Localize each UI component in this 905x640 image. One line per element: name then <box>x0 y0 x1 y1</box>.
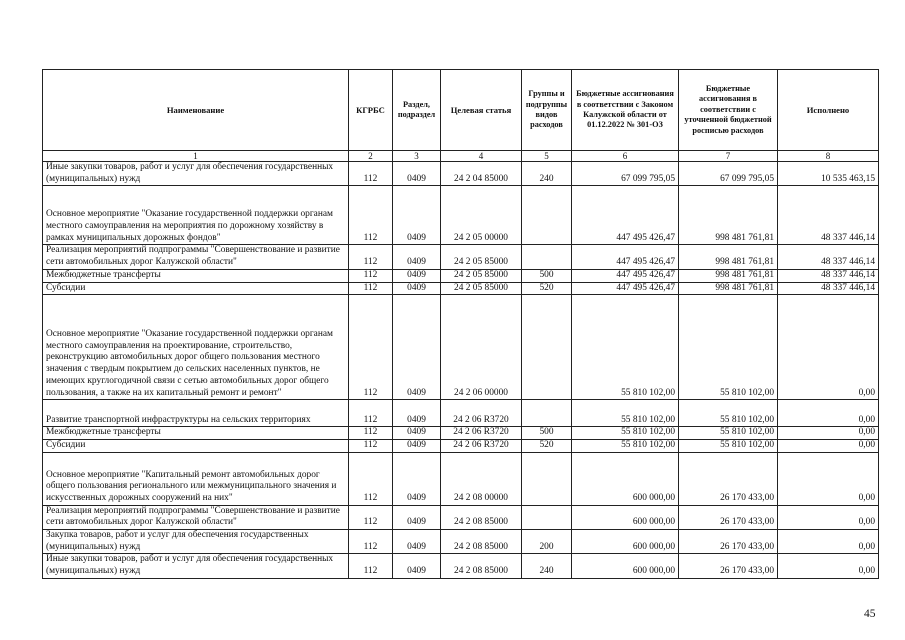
row-section: 0409 <box>393 427 441 440</box>
row-law-amount: 55 810 102,00 <box>572 400 679 427</box>
row-section: 0409 <box>393 505 441 529</box>
row-executed-amount: 0,00 <box>778 400 879 427</box>
table-row <box>43 505 879 529</box>
row-executed-amount: 0,00 <box>778 295 879 400</box>
row-target: 24 2 06 R3720 <box>441 400 522 427</box>
row-refined-amount: 998 481 761,81 <box>679 269 778 282</box>
row-law-amount: 447 495 426,47 <box>572 269 679 282</box>
row-law-amount: 600 000,00 <box>572 452 679 505</box>
row-executed-amount: 48 337 446,14 <box>778 186 879 245</box>
table-row <box>43 282 879 295</box>
row-group: 200 <box>522 530 572 554</box>
row-executed-amount: 48 337 446,14 <box>778 245 879 269</box>
table-row <box>43 162 879 186</box>
row-section: 0409 <box>393 400 441 427</box>
row-kgrbs: 112 <box>349 452 393 505</box>
row-group <box>522 452 572 505</box>
row-section: 0409 <box>393 452 441 505</box>
row-name: Основное мероприятие "Оказание государственной поддержки органам местного самоуправления на мероприятия по дорожному хозяйству в рамках муниципальных дорожных фондов" <box>43 186 349 245</box>
column-number: 6 <box>572 151 679 162</box>
page-number: 45 <box>864 608 876 620</box>
row-kgrbs: 112 <box>349 554 393 578</box>
row-refined-amount: 55 810 102,00 <box>679 400 778 427</box>
row-law-amount: 600 000,00 <box>572 554 679 578</box>
row-name: Иные закупки товаров, работ и услуг для обеспечения государственных (муниципальных) нужд <box>43 162 349 186</box>
row-law-amount: 600 000,00 <box>572 530 679 554</box>
row-target: 24 2 05 85000 <box>441 245 522 269</box>
column-number: 3 <box>393 151 441 162</box>
row-executed-amount: 0,00 <box>778 530 879 554</box>
row-name: Межбюджетные трансферты <box>43 427 349 440</box>
column-number: 7 <box>679 151 778 162</box>
row-refined-amount: 998 481 761,81 <box>679 245 778 269</box>
row-kgrbs: 112 <box>349 269 393 282</box>
row-group <box>522 186 572 245</box>
table-row <box>43 554 879 578</box>
table-row <box>43 295 879 400</box>
column-number: 4 <box>441 151 522 162</box>
row-target: 24 2 06 R3720 <box>441 427 522 440</box>
row-target: 24 2 08 85000 <box>441 554 522 578</box>
budget-table <box>42 69 879 579</box>
row-name: Иные закупки товаров, работ и услуг для обеспечения государственных (муниципальных) нужд <box>43 554 349 578</box>
row-target: 24 2 05 85000 <box>441 269 522 282</box>
header-section: Раздел, подраздел <box>393 70 441 151</box>
row-section: 0409 <box>393 295 441 400</box>
row-executed-amount: 0,00 <box>778 439 879 452</box>
column-number-row <box>43 151 879 162</box>
row-refined-amount: 55 810 102,00 <box>679 427 778 440</box>
row-section: 0409 <box>393 245 441 269</box>
row-name: Субсидии <box>43 282 349 295</box>
header-executed: Исполнено <box>778 70 879 151</box>
row-kgrbs: 112 <box>349 439 393 452</box>
header-groups: Группы и подгруппы видов расходов <box>522 70 572 151</box>
row-executed-amount: 48 337 446,14 <box>778 269 879 282</box>
row-section: 0409 <box>393 530 441 554</box>
row-section: 0409 <box>393 282 441 295</box>
row-refined-amount: 998 481 761,81 <box>679 282 778 295</box>
column-number: 5 <box>522 151 572 162</box>
column-number: 2 <box>349 151 393 162</box>
header-name: Наименование <box>43 70 349 151</box>
row-target: 24 2 08 85000 <box>441 530 522 554</box>
row-name: Реализация мероприятий подпрограммы "Совершенствование и развитие сети автомобильных дорог Калужской области" <box>43 505 349 529</box>
row-name: Межбюджетные трансферты <box>43 269 349 282</box>
table-row <box>43 186 879 245</box>
row-section: 0409 <box>393 439 441 452</box>
row-kgrbs: 112 <box>349 400 393 427</box>
table-row <box>43 427 879 440</box>
row-executed-amount: 10 535 463,15 <box>778 162 879 186</box>
row-law-amount: 55 810 102,00 <box>572 439 679 452</box>
row-group <box>522 400 572 427</box>
row-law-amount: 600 000,00 <box>572 505 679 529</box>
row-kgrbs: 112 <box>349 530 393 554</box>
row-kgrbs: 112 <box>349 162 393 186</box>
row-executed-amount: 0,00 <box>778 427 879 440</box>
row-group: 240 <box>522 554 572 578</box>
row-kgrbs: 112 <box>349 245 393 269</box>
row-name: Развитие транспортной инфраструктуры на сельских территориях <box>43 400 349 427</box>
row-group: 520 <box>522 439 572 452</box>
row-section: 0409 <box>393 269 441 282</box>
table-row <box>43 530 879 554</box>
row-name: Реализация мероприятий подпрограммы "Совершенствование и развитие сети автомобильных дорог Калужской области" <box>43 245 349 269</box>
row-refined-amount: 26 170 433,00 <box>679 505 778 529</box>
row-group: 500 <box>522 269 572 282</box>
row-target: 24 2 04 85000 <box>441 162 522 186</box>
row-name: Основное мероприятие "Оказание государственной поддержки органам местного самоуправления на проектирование, строительство, реконструкцию автомобильных дорог общего пользования местного значения с твердым покрытием до сельских населенных пунктов, не имеющих круглогодичной связи с сетью автомобильных дорог общего пользования, а также на их капитальный ремонт и ремонт" <box>43 295 349 400</box>
row-kgrbs: 112 <box>349 427 393 440</box>
header-target: Целевая статья <box>441 70 522 151</box>
row-group <box>522 505 572 529</box>
row-executed-amount: 48 337 446,14 <box>778 282 879 295</box>
row-section: 0409 <box>393 554 441 578</box>
header-kgrbs: КГРБС <box>349 70 393 151</box>
row-law-amount: 55 810 102,00 <box>572 295 679 400</box>
table-row <box>43 245 879 269</box>
row-law-amount: 55 810 102,00 <box>572 427 679 440</box>
row-name: Субсидии <box>43 439 349 452</box>
row-name: Закупка товаров, работ и услуг для обеспечения государственных (муниципальных) нужд <box>43 530 349 554</box>
row-executed-amount: 0,00 <box>778 554 879 578</box>
row-kgrbs: 112 <box>349 282 393 295</box>
row-target: 24 2 06 00000 <box>441 295 522 400</box>
row-group: 240 <box>522 162 572 186</box>
column-number: 1 <box>43 151 349 162</box>
row-law-amount: 447 495 426,47 <box>572 282 679 295</box>
row-refined-amount: 55 810 102,00 <box>679 295 778 400</box>
row-target: 24 2 05 00000 <box>441 186 522 245</box>
row-kgrbs: 112 <box>349 186 393 245</box>
row-target: 24 2 08 85000 <box>441 505 522 529</box>
table-row <box>43 452 879 505</box>
row-executed-amount: 0,00 <box>778 505 879 529</box>
header-law: Бюджетные ассигнования в соответствии с Законом Калужской области от 01.12.2022 № 301-ОЗ <box>572 70 679 151</box>
row-section: 0409 <box>393 186 441 245</box>
row-group: 500 <box>522 427 572 440</box>
table-row <box>43 269 879 282</box>
row-executed-amount: 0,00 <box>778 452 879 505</box>
table-body <box>43 162 879 579</box>
row-target: 24 2 08 00000 <box>441 452 522 505</box>
row-target: 24 2 06 R3720 <box>441 439 522 452</box>
row-refined-amount: 26 170 433,00 <box>679 452 778 505</box>
row-name: Основное мероприятие "Капитальный ремонт автомобильных дорог общего пользования регионального или межмуниципального значения и искусственных дорожных сооружений на них" <box>43 452 349 505</box>
row-group: 520 <box>522 282 572 295</box>
row-law-amount: 447 495 426,47 <box>572 186 679 245</box>
row-refined-amount: 26 170 433,00 <box>679 530 778 554</box>
row-group <box>522 245 572 269</box>
row-refined-amount: 55 810 102,00 <box>679 439 778 452</box>
row-kgrbs: 112 <box>349 295 393 400</box>
row-target: 24 2 05 85000 <box>441 282 522 295</box>
row-group <box>522 295 572 400</box>
row-refined-amount: 26 170 433,00 <box>679 554 778 578</box>
row-kgrbs: 112 <box>349 505 393 529</box>
row-refined-amount: 67 099 795,05 <box>679 162 778 186</box>
header-row <box>43 70 879 151</box>
column-number: 8 <box>778 151 879 162</box>
row-refined-amount: 998 481 761,81 <box>679 186 778 245</box>
row-law-amount: 67 099 795,05 <box>572 162 679 186</box>
table-row <box>43 439 879 452</box>
table-row <box>43 400 879 427</box>
header-refined: Бюджетные ассигнования в соответствии с уточненной бюджетной росписью расходов <box>679 70 778 151</box>
row-law-amount: 447 495 426,47 <box>572 245 679 269</box>
row-section: 0409 <box>393 162 441 186</box>
